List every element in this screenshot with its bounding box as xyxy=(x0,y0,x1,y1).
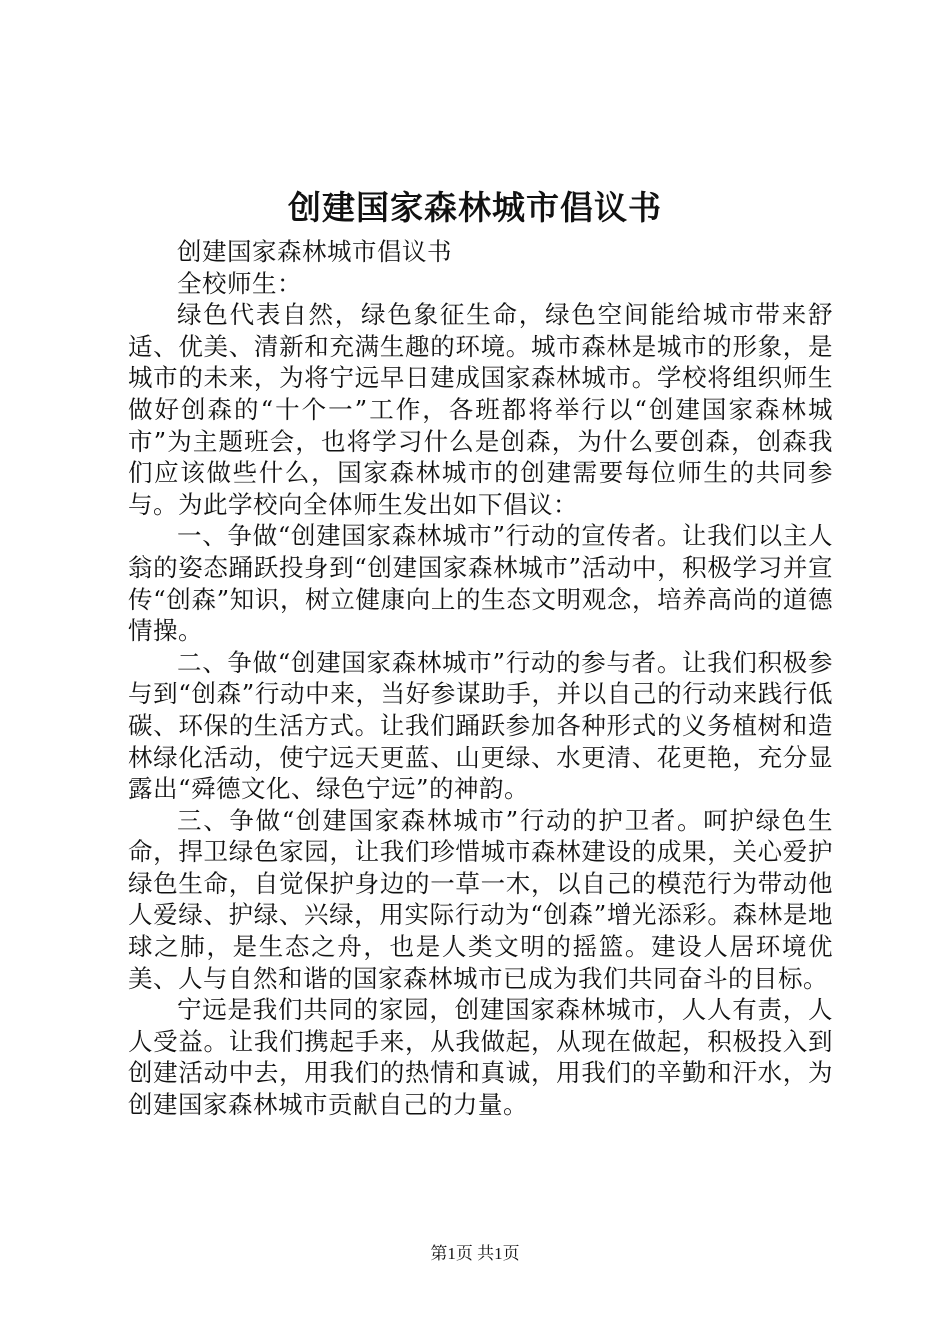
document-body xyxy=(128,236,833,1121)
body-paragraph: 宁远是我们共同的家园，创建国家森林城市，人人有责，人人受益。让我们携起手来，从我做起，从现在做起，积极投入到创建活动中去，用我们的热情和真诚，用我们的辛勤和汗水，为创建国家森林城市贡献自己的力量。 xyxy=(128,995,833,1120)
body-paragraph: 绿色代表自然，绿色象征生命，绿色空间能给城市带来舒适、优美、清新和充满生趣的环境。城市森林是城市的形象，是城市的未来，为将宁远早日建成国家森林城市。学校将组织师生做好创森的“十个一”工作，各班都将举行以“创建国家森林城市”为主题班会，也将学习什么是创森，为什么要创森，创森我们应该做些什么，国家森林城市的创建需要每位师生的共同参与。为此学校向全体师生发出如下倡议： xyxy=(128,300,833,519)
page-footer: 第1页 共1页 xyxy=(430,1244,520,1263)
body-paragraph: 一、争做“创建国家森林城市”行动的宣传者。让我们以主人翁的姿态踊跃投身到“创建国家森林城市”活动中，积极学习并宣传“创森”知识，树立健康向上的生态文明观念，培养高尚的道德情操。 xyxy=(128,521,833,646)
body-paragraph: 三、争做“创建国家森林城市”行动的护卫者。呵护绿色生命，捍卫绿色家园，让我们珍惜城市森林建设的成果，关心爱护绿色生命，自觉保护身边的一草一木，以自己的模范行为带动他人爱绿、护绿、兴绿，用实际行动为“创森”增光添彩。森林是地球之肺，是生态之舟，也是人类文明的摇篮。建设人居环境优美、人与自然和谐的国家森林城市已成为我们共同奋斗的目标。 xyxy=(128,805,833,993)
body-paragraph: 二、争做“创建国家森林城市”行动的参与者。让我们积极参与到“创森”行动中来，当好参谋助手，并以自己的行动来践行低碳、环保的生活方式。让我们踊跃参加各种形式的义务植树和造林绿化活动，使宁远天更蓝、山更绿、水更清、花更艳，充分显露出“舜德文化、绿色宁远”的神韵。 xyxy=(128,647,833,804)
document-title: 创建国家森林城市倡议书 xyxy=(288,188,662,227)
body-subtitle: 创建国家森林城市倡议书 xyxy=(177,237,452,266)
body-salutation: 全校师生： xyxy=(177,268,302,298)
